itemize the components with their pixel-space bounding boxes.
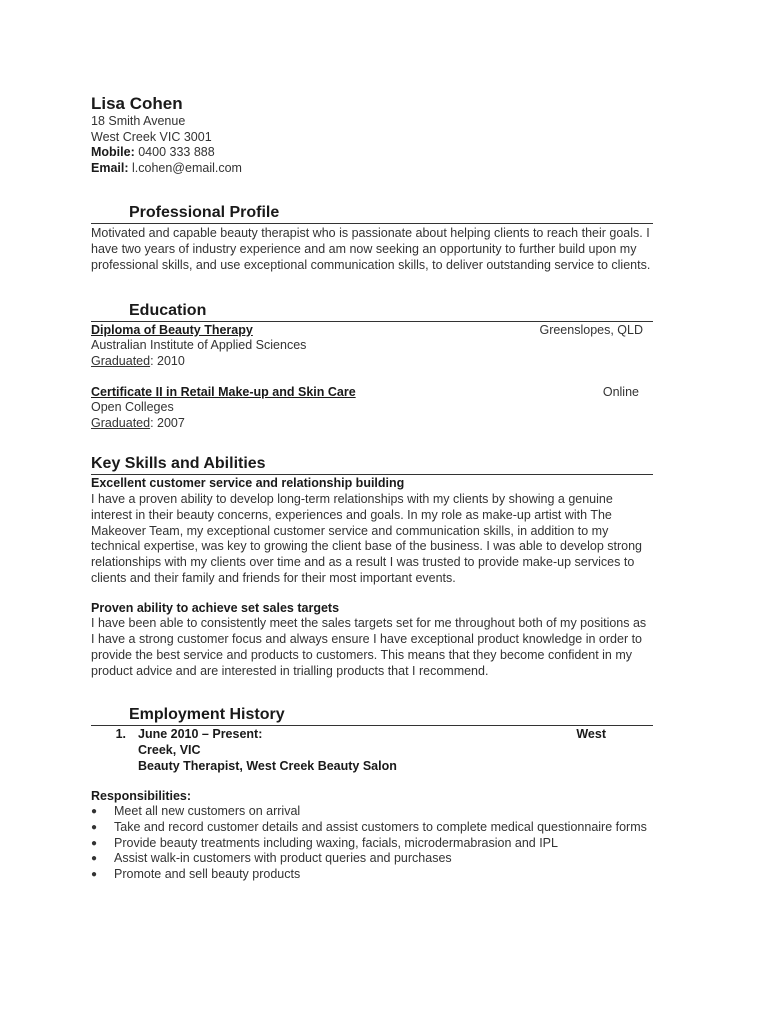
mobile-line [91, 145, 653, 161]
skills-section [91, 454, 653, 679]
qualification-title: Certificate II in Retail Make-up and Skin Care [91, 384, 356, 399]
responsibility-text: Meet all new customers on arrival [114, 804, 301, 819]
responsibility-text: Promote and sell beauty products [114, 866, 301, 881]
graduated-label: Graduated [91, 415, 151, 430]
list-item [91, 804, 653, 820]
qualification-location: Online [602, 384, 639, 399]
job-location-part-1: West [576, 727, 606, 742]
qualification-title: Diploma of Beauty Therapy [91, 322, 253, 337]
bullet-icon: ● [91, 822, 98, 834]
skill-text: I have a proven ability to develop long-term relationships with my clients by showing a genuine interest in their beauty concerns, experiences and goals. In my role as make-up artist with The Makeover Team, my exceptional customer service and communication skills, in addition to my technical expertise, was key to growing the client base of the business. I was able to develop strong relationships with my clients over time and as a result I was trusted to provide make-up services to clients and their family and friends for their most important events. [91, 491, 643, 585]
education-item-header [91, 385, 653, 401]
education-item-header [91, 323, 653, 339]
bullet-icon: ● [91, 837, 98, 849]
profile-heading: Professional Profile [91, 203, 653, 224]
education-heading: Education [91, 301, 653, 322]
email-address: l.cohen@email.com [132, 160, 242, 175]
graduation-line [91, 354, 653, 370]
list-item [91, 851, 653, 867]
employment-section [91, 705, 653, 882]
skills-heading: Key Skills and Abilities [91, 454, 653, 475]
bullet-icon: ● [91, 806, 98, 818]
responsibility-text: Assist walk-in customers with product queries and purchases [114, 851, 452, 866]
graduated-year: : 2010 [150, 353, 185, 368]
resume-page [91, 94, 653, 882]
education-item [91, 323, 653, 370]
job-entry [91, 727, 653, 774]
responsibilities-label: Responsibilities: [91, 788, 192, 803]
responsibility-text: Provide beauty treatments including waxing, facials, microdermabrasion and IPL [114, 835, 558, 850]
institution: Open Colleges [91, 400, 174, 415]
graduated-year: : 2007 [150, 415, 185, 430]
list-item [91, 867, 653, 883]
email-label: Email: [91, 160, 129, 175]
skill-title: Proven ability to achieve set sales targets [91, 600, 340, 615]
education-item [91, 385, 653, 432]
candidate-name: Lisa Cohen [91, 94, 183, 113]
bullet-icon: ● [91, 868, 98, 880]
responsibility-text: Take and record customer details and assist customers to complete medical questionnaire forms [114, 820, 647, 835]
address-line-1: 18 Smith Avenue [91, 114, 186, 128]
job-role: Beauty Therapist, West Creek Beauty Salon [138, 759, 397, 774]
employment-heading: Employment History [91, 705, 653, 726]
bullet-icon: ● [91, 853, 98, 865]
education-section [91, 301, 653, 432]
address-line-2: West Creek VIC 3001 [91, 129, 212, 144]
skill-item [91, 476, 653, 586]
institution: Australian Institute of Applied Sciences [91, 338, 307, 353]
job-dates: June 2010 – Present: [138, 727, 263, 742]
graduated-label: Graduated [91, 353, 151, 368]
mobile-label: Mobile: [91, 145, 135, 160]
skill-title: Excellent customer service and relationship building [91, 476, 405, 491]
list-item [91, 836, 653, 852]
graduation-line [91, 416, 653, 432]
job-header [138, 727, 618, 743]
email-line [91, 161, 653, 177]
profile-section [91, 203, 653, 273]
contact-block [91, 94, 653, 176]
skill-item [91, 601, 653, 680]
job-details [138, 727, 618, 774]
profile-text: Motivated and capable beauty therapist who is passionate about helping clients to reach their goals. I have two years of industry experience and am now seeking an opportunity to further build upon my professional skills, and use exceptional communication skills, to deliver outstanding service to clients. [91, 226, 651, 272]
job-number: 1. [115, 727, 126, 742]
qualification-location: Greenslopes, QLD [539, 322, 643, 337]
skill-text: I have been able to consistently meet the sales targets set for me throughout both of my positions as I have a strong customer focus and always ensure I have exceptional product knowledge in order to provide the best service and products to customers. This means that they become confident in my product advice and are interested in trialling products that I recommend. [91, 616, 647, 678]
job-location-part-2: Creek, VIC [138, 743, 201, 758]
responsibilities-list [91, 804, 653, 882]
list-item [91, 820, 653, 836]
mobile-number: 0400 333 888 [138, 145, 215, 160]
